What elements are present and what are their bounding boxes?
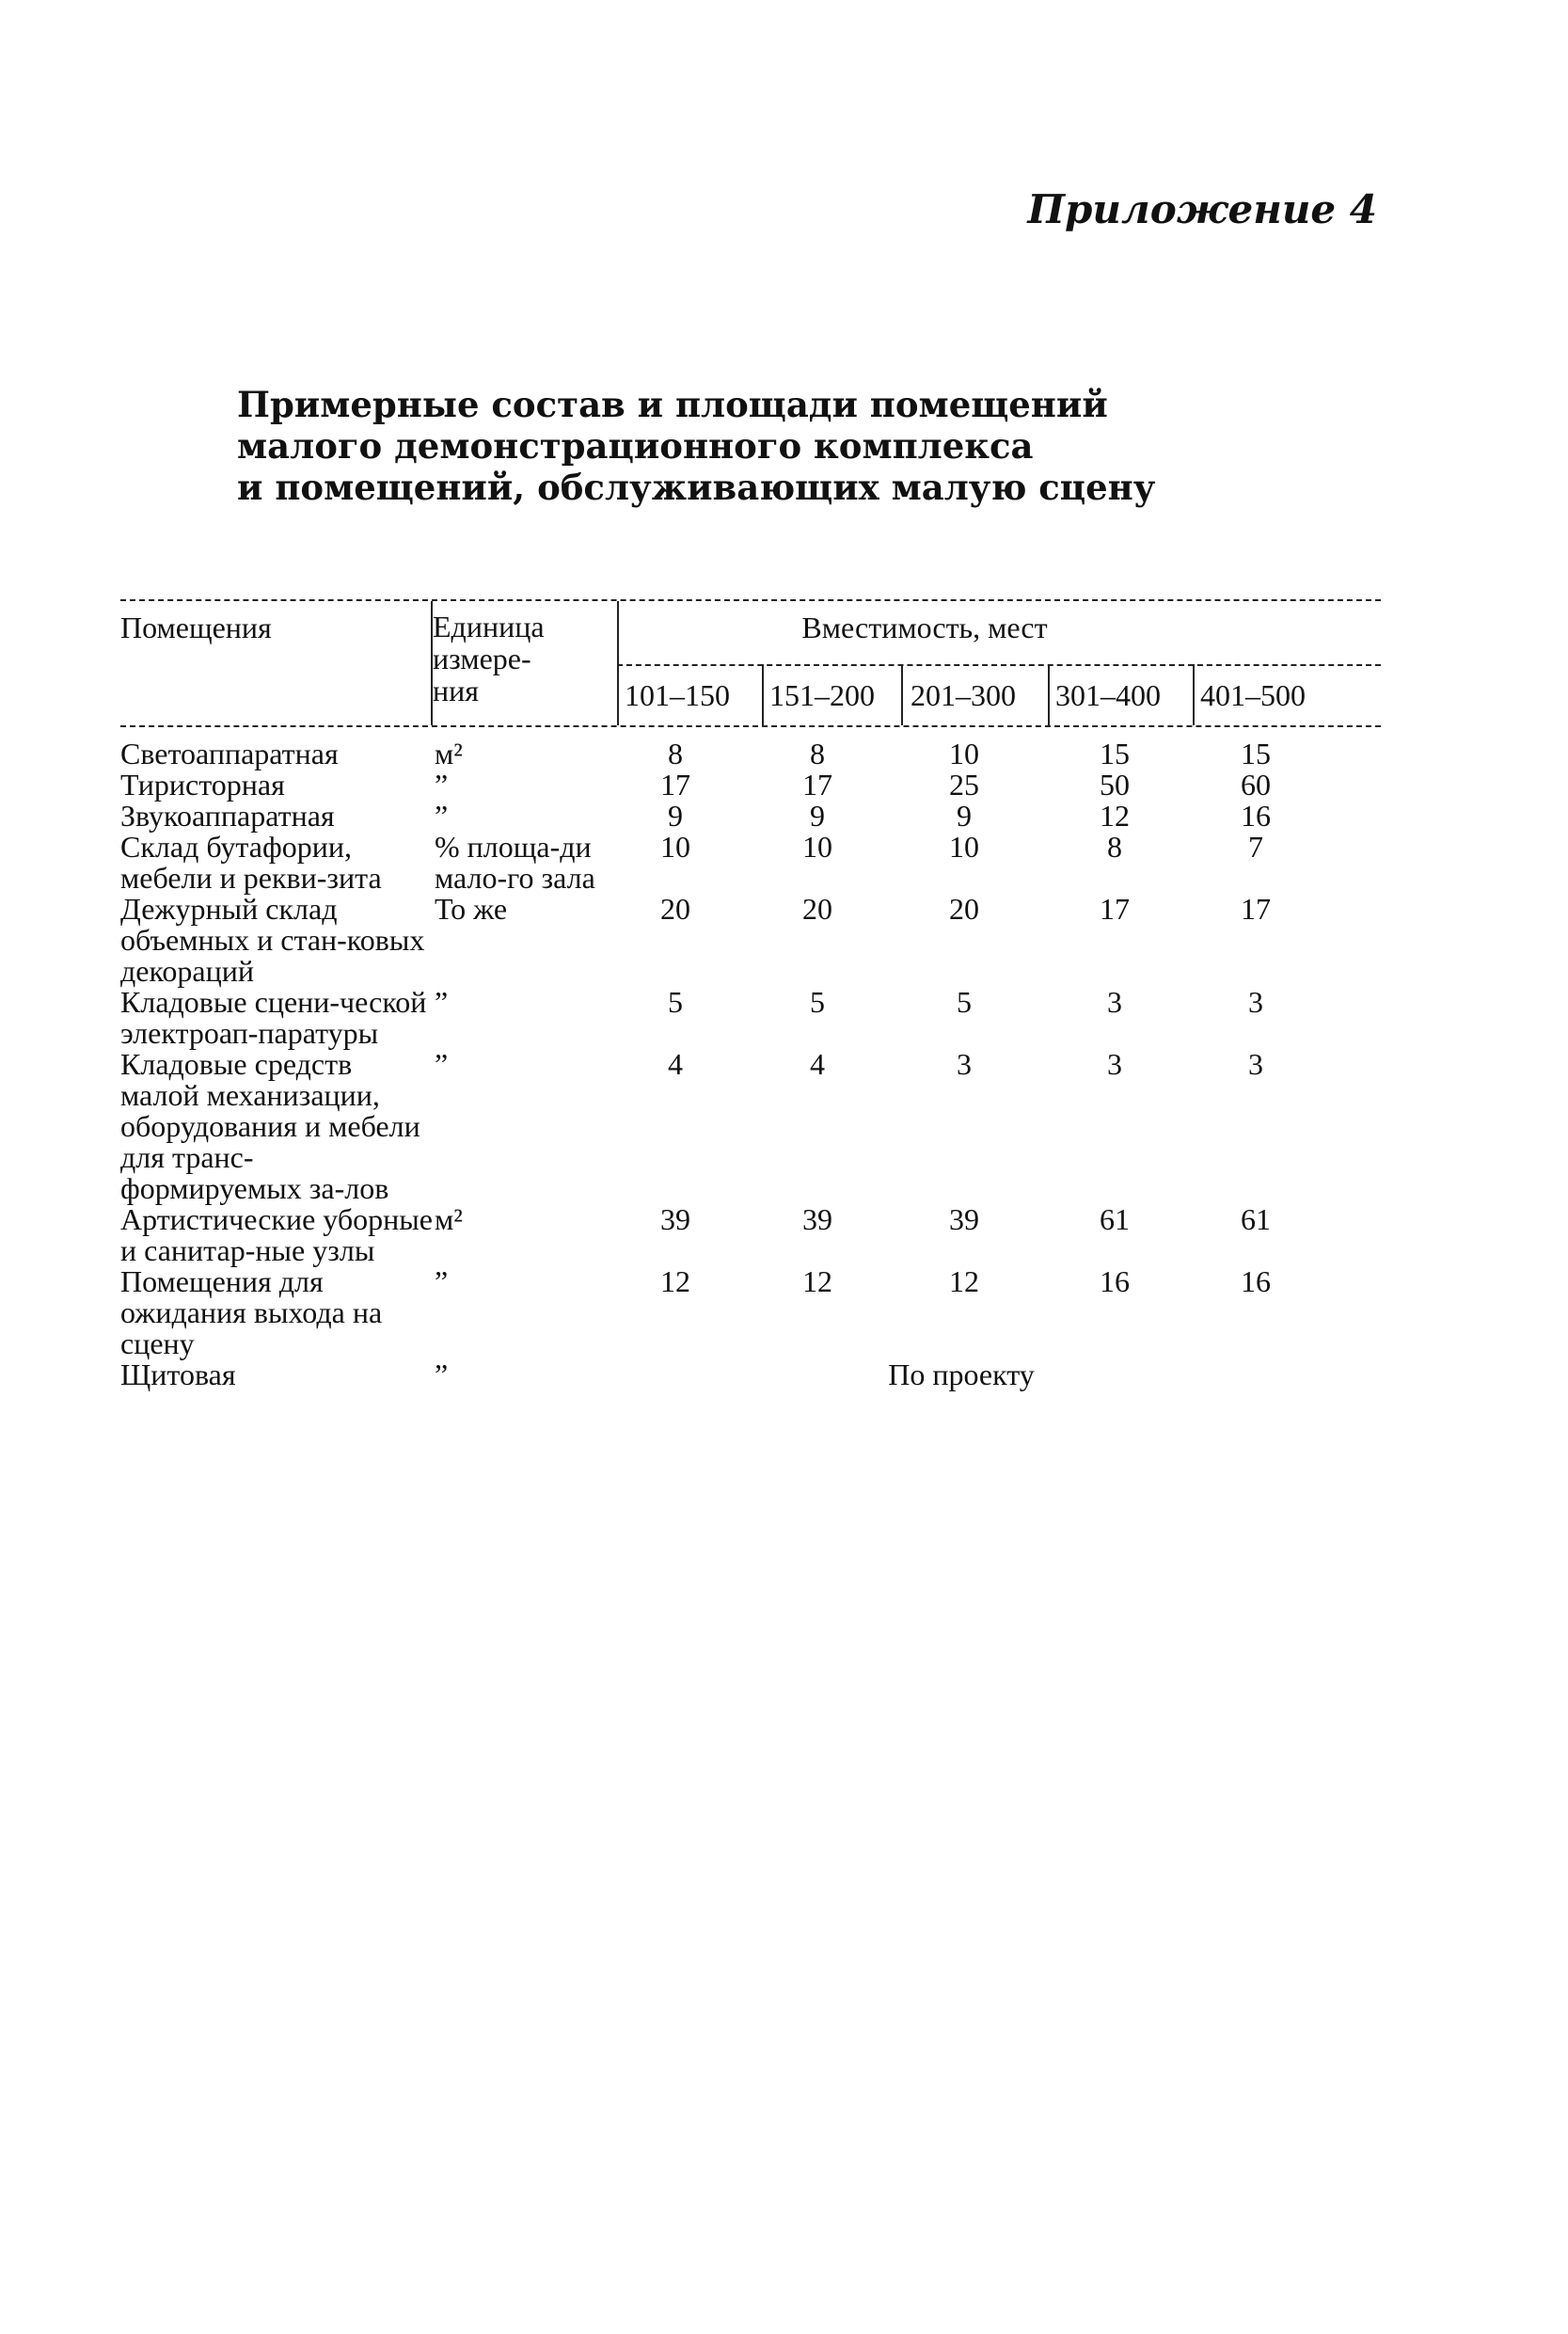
room-name: Тиристорная xyxy=(120,768,285,802)
value-cell: 8 xyxy=(810,737,825,770)
title-line: малого демонстрационного комплекса xyxy=(237,425,1034,467)
room-name: Артистические уборные и санитар-ные узлы xyxy=(120,1202,433,1267)
room-unit: ” xyxy=(435,1264,449,1298)
header-range: 151–200 xyxy=(769,678,875,712)
room-name: Щитовая xyxy=(120,1358,236,1391)
value-cell: 8 xyxy=(1107,830,1122,864)
header-unit-line: ния xyxy=(433,674,479,707)
value-cell: 3 xyxy=(1107,1047,1122,1081)
value-cell: 16 xyxy=(1100,1264,1130,1298)
table-row xyxy=(120,894,1381,987)
value-cell: 10 xyxy=(949,737,979,770)
value-cell: 5 xyxy=(957,985,972,1019)
value-cell: 39 xyxy=(802,1202,832,1236)
value-cell: 61 xyxy=(1100,1202,1130,1236)
header-sub-rule xyxy=(617,664,1381,666)
value-cell: 12 xyxy=(1100,799,1130,833)
value-cell: 9 xyxy=(810,799,825,833)
room-name: Кладовые средств малой механизации, оборудования и мебели для транс-формируемых за-лов xyxy=(120,1047,420,1205)
value-cell: 10 xyxy=(660,830,690,864)
value-cell: 17 xyxy=(1100,892,1130,926)
value-cell: 39 xyxy=(660,1202,690,1236)
header-range: 101–150 xyxy=(625,678,730,712)
value-cell: 39 xyxy=(949,1202,979,1236)
value-cell: 15 xyxy=(1100,737,1130,770)
value-cell: 8 xyxy=(668,737,683,770)
value-cell: 9 xyxy=(668,799,683,833)
room-unit: ” xyxy=(435,985,449,1019)
value-cell: 12 xyxy=(660,1264,690,1298)
table-row xyxy=(120,832,1381,894)
document-title xyxy=(237,384,1155,508)
table-row xyxy=(120,1049,1381,1204)
value-cell: 4 xyxy=(668,1047,683,1081)
table-row xyxy=(120,1359,1381,1390)
value-cell: 16 xyxy=(1241,799,1271,833)
header-divider xyxy=(762,664,764,725)
room-name: Кладовые сцени-ческой электроап-паратуры xyxy=(120,985,427,1050)
value-cell: 10 xyxy=(949,830,979,864)
table-row xyxy=(120,770,1381,801)
table-header xyxy=(120,601,1381,725)
header-unit-line: измере- xyxy=(433,642,531,675)
header-capacity: Вместимость, мест xyxy=(801,611,1048,644)
room-unit: То же xyxy=(435,892,508,926)
table-row xyxy=(120,1266,1381,1359)
value-cell: 25 xyxy=(949,768,979,802)
room-unit: ” xyxy=(435,1047,449,1081)
header-unit-line: Единица xyxy=(433,610,545,643)
value-cell: 20 xyxy=(660,892,690,926)
header-range: 401–500 xyxy=(1200,678,1306,712)
rooms-table xyxy=(120,599,1381,1390)
value-cell: 3 xyxy=(1248,985,1263,1019)
value-cell: 12 xyxy=(802,1264,832,1298)
value-cell: 5 xyxy=(668,985,683,1019)
value-cell: 5 xyxy=(810,985,825,1019)
room-unit: м² xyxy=(435,737,463,770)
value-cell: 7 xyxy=(1248,830,1263,864)
room-unit: ” xyxy=(435,768,449,802)
value-cell: 17 xyxy=(660,768,690,802)
title-line: и помещений, обслуживающих малую сцену xyxy=(237,467,1156,508)
header-unit xyxy=(433,611,593,707)
header-divider xyxy=(1193,664,1195,725)
header-divider xyxy=(901,664,903,725)
table-row xyxy=(120,738,1381,770)
value-cell: 50 xyxy=(1100,768,1130,802)
header-divider xyxy=(1048,664,1050,725)
value-cell: 3 xyxy=(1107,985,1122,1019)
table-row xyxy=(120,987,1381,1049)
value-cell: 16 xyxy=(1241,1264,1271,1298)
room-unit: м² xyxy=(435,1202,463,1236)
room-unit: ” xyxy=(435,1358,449,1391)
room-unit: ” xyxy=(435,799,449,833)
value-cell: 20 xyxy=(949,892,979,926)
header-range: 201–300 xyxy=(911,678,1016,712)
value-cell: 4 xyxy=(810,1047,825,1081)
value-cell: 61 xyxy=(1241,1202,1271,1236)
appendix-label: Приложение 4 xyxy=(1027,186,1377,232)
room-name: Светоаппаратная xyxy=(120,737,339,770)
table-row xyxy=(120,1204,1381,1266)
room-name: Дежурный склад объемных и стан-ковых декораций xyxy=(120,892,425,988)
room-name: Звукоаппаратная xyxy=(120,799,335,833)
value-cell: 9 xyxy=(957,799,972,833)
header-range: 301–400 xyxy=(1055,678,1161,712)
value-cell: 12 xyxy=(949,1264,979,1298)
value-cell: 20 xyxy=(802,892,832,926)
room-name: Помещения для ожидания выхода на сцену xyxy=(120,1264,383,1360)
value-note: По проекту xyxy=(888,1358,1035,1391)
value-cell: 3 xyxy=(1248,1047,1263,1081)
table-row xyxy=(120,801,1381,832)
value-cell: 17 xyxy=(802,768,832,802)
value-cell: 60 xyxy=(1241,768,1271,802)
value-cell: 17 xyxy=(1241,892,1271,926)
table-body xyxy=(120,727,1381,1390)
value-cell: 10 xyxy=(802,830,832,864)
room-unit: % площа-ди мало-го зала xyxy=(435,830,595,895)
title-line: Примерные состав и площади помещений xyxy=(237,384,1108,425)
room-name: Склад бутафории, мебели и рекви-зита xyxy=(120,830,382,895)
value-cell: 3 xyxy=(957,1047,972,1081)
value-cell: 15 xyxy=(1241,737,1271,770)
header-rooms: Помещения xyxy=(120,611,272,644)
